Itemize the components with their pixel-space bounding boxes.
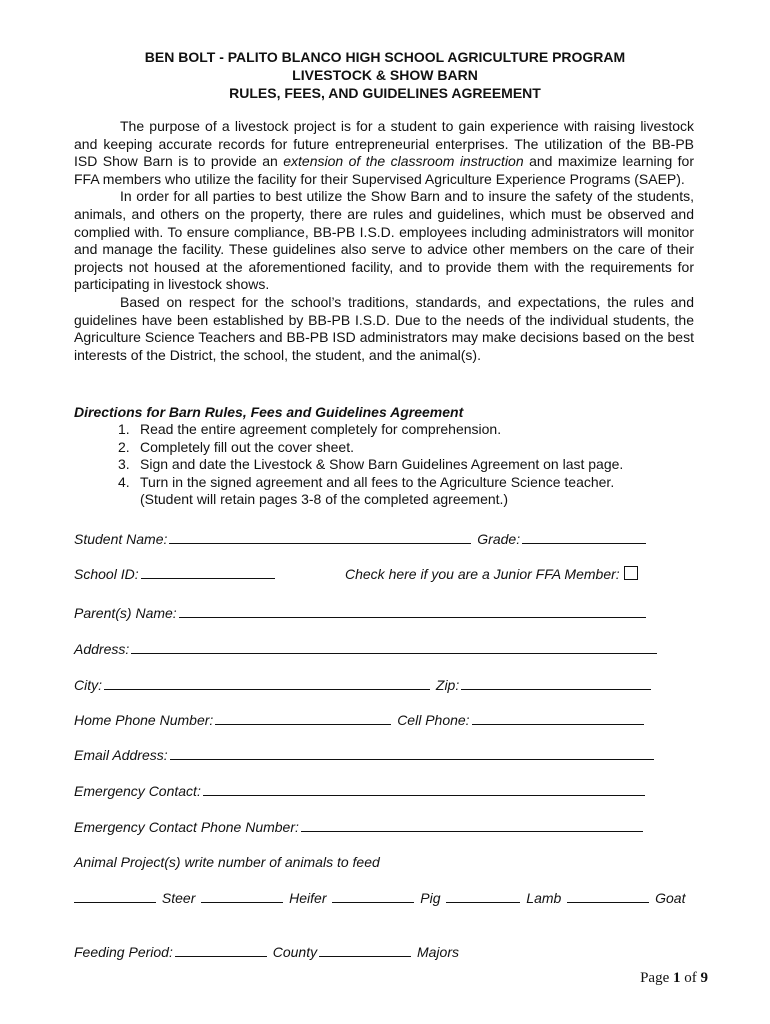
- emergency-contact-row: [74, 782, 647, 800]
- goat-count-field[interactable]: [567, 889, 649, 903]
- feeding-period-field[interactable]: [175, 943, 267, 957]
- county-label: County: [272, 944, 318, 960]
- parents-name-label: Parent(s) Name:: [74, 605, 177, 621]
- city-row: [74, 676, 653, 694]
- city-field[interactable]: [104, 676, 430, 690]
- directions-item: 1. Read the entire agreement completely for comprehension.: [118, 421, 502, 437]
- directions-item: 2. Completely fill out the cover sheet.: [118, 438, 354, 455]
- directions-note: (Student will retain pages 3-8 of the completed agreement.): [140, 491, 509, 508]
- animal-counts-row: [74, 889, 685, 907]
- zip-label: Zip:: [435, 677, 460, 693]
- animal-projects-heading: Animal Project(s) write number of animals to feed: [74, 854, 380, 870]
- goat-label: Goat: [655, 890, 686, 906]
- parents-name-row: [74, 604, 648, 622]
- emergency-phone-row: [74, 818, 645, 836]
- directions-item: 4. Turn in the signed agreement and all fees to the Agriculture Science teacher.: [118, 473, 615, 490]
- majors-label: Majors: [416, 944, 459, 960]
- directions-title: Directions for Barn Rules, Fees and Guidelines Agreement: [74, 404, 464, 420]
- address-label: Address:: [74, 641, 130, 657]
- header-line-3: RULES, FEES, AND GUIDELINES AGREEMENT: [229, 85, 541, 101]
- student-name-label: Student Name:: [74, 531, 168, 547]
- intro-paragraph-3: Based on respect for the school’s traditions, standards, and expectations, the rules and guidelines have been established by BB-PB I.S.D. Due to the needs of the individual students, the Agriculture Science Teachers and BB-PB ISD administrators may make decisions based on the best interests of the District, the school, the student, and the animal(s).: [74, 293, 694, 363]
- county-field[interactable]: [319, 943, 411, 957]
- lamb-label: Lamb: [526, 890, 562, 906]
- school-id-field[interactable]: [141, 565, 275, 579]
- zip-field[interactable]: [461, 676, 651, 690]
- email-label: Email Address:: [74, 747, 168, 763]
- pig-count-field[interactable]: [332, 889, 414, 903]
- header-line-1: BEN BOLT - PALITO BLANCO HIGH SCHOOL AGRICULTURE PROGRAM: [144, 49, 626, 65]
- header-line-2: LIVESTOCK & SHOW BARN: [292, 67, 478, 83]
- emergency-phone-field[interactable]: [301, 818, 643, 832]
- intro-paragraph-1: The purpose of a livestock project is for a student to gain experience with raising livestock and keeping accurate records for future entrepreneurial enterprises. The utilization of the BB-PB ISD Show Barn is to provide an extension of the classroom instruction and maximize learning for FFA members who utilize the facility for their Supervised Agriculture Experience Programs (SAEP).: [74, 118, 694, 187]
- pig-label: Pig: [420, 890, 441, 906]
- phone-row: [74, 711, 646, 729]
- address-row: [74, 640, 659, 658]
- home-phone-label: Home Phone Number:: [74, 712, 214, 728]
- lamb-count-field[interactable]: [446, 889, 520, 903]
- junior-ffa-row: [345, 565, 638, 583]
- feeding-period-row: [74, 943, 459, 961]
- home-phone-field[interactable]: [215, 711, 391, 725]
- directions-list: [118, 421, 623, 509]
- junior-ffa-checkbox[interactable]: [624, 566, 638, 580]
- grade-field[interactable]: [522, 530, 646, 544]
- junior-ffa-label: Check here if you are a Junior FFA Member:: [345, 566, 620, 582]
- page-number: Page 1 of 9: [640, 970, 708, 986]
- email-row: [74, 746, 656, 764]
- cell-phone-field[interactable]: [472, 711, 644, 725]
- heifer-label: Heifer: [289, 890, 327, 906]
- school-id-label: School ID:: [74, 566, 139, 582]
- emergency-contact-field[interactable]: [203, 782, 645, 796]
- address-field[interactable]: [131, 640, 657, 654]
- emergency-contact-label: Emergency Contact:: [74, 783, 201, 799]
- directions-item: 3. Sign and date the Livestock & Show Barn Guidelines Agreement on last page.: [118, 456, 624, 473]
- student-name-row: [74, 530, 648, 548]
- parents-name-field[interactable]: [179, 604, 646, 618]
- student-name-field[interactable]: [169, 530, 471, 544]
- grade-label: Grade:: [477, 531, 521, 547]
- steer-count-field[interactable]: [74, 889, 156, 903]
- email-field[interactable]: [170, 746, 654, 760]
- intro-paragraph-2: In order for all parties to best utilize the Show Barn and to insure the safety of the students, animals, and others on the property, there are rules and guidelines, which must be observed and complied with. To ensure compliance, BB-PB I.S.D. employees including administrators will monitor and manage the facility. These guidelines also serve to advice other members on the care of their projects not housed at the aforementioned facility, and to provide them with the requirements for participating in livestock shows.: [74, 188, 694, 293]
- school-id-row: [74, 565, 277, 583]
- cell-phone-label: Cell Phone:: [397, 712, 470, 728]
- feeding-period-label: Feeding Period:: [74, 944, 173, 960]
- intro-text: [74, 118, 694, 364]
- steer-label: Steer: [161, 890, 196, 906]
- city-label: City:: [74, 677, 102, 693]
- heifer-count-field[interactable]: [201, 889, 283, 903]
- emergency-phone-label: Emergency Contact Phone Number:: [74, 819, 299, 835]
